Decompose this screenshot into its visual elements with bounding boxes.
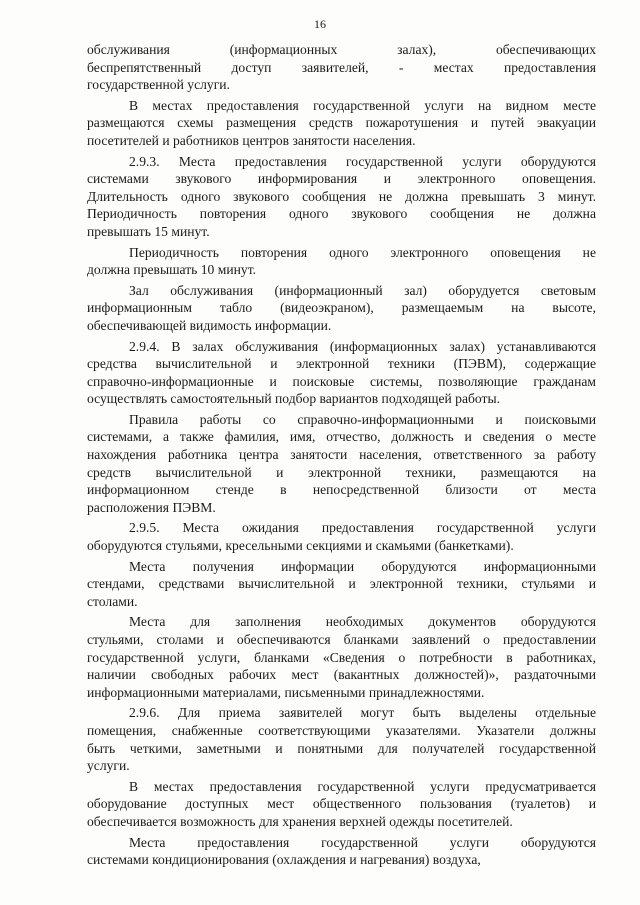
text-line: расположения ПЭВМ.: [87, 499, 216, 515]
text-line: обеспечивается возможность для хранения верхней одежды посетителей.: [87, 813, 513, 829]
text-line: 2.9.3. Места предоставления государственной услуги оборудуются: [129, 153, 596, 169]
paragraph: [87, 613, 596, 701]
text-line: 2.9.4. В залах обслуживания (информационных залах) устанавливаются: [129, 338, 596, 354]
paragraph: [87, 153, 596, 241]
text-line: беспрепятственный доступ заявителей, - местах предоставления: [87, 59, 596, 75]
text-line: средств вычислительной и электронной техники, размещаются на: [87, 464, 596, 480]
text-line: средства вычислительной и электронной техники (ПЭВМ), содержащие: [87, 356, 596, 372]
text-line: быть четкими, заметными и понятными для получателей государственной: [87, 740, 596, 756]
text-line: превышать 15 минут.: [87, 223, 210, 239]
text-line: оборудование доступных мест общественного пользования (туалетов) и: [87, 796, 596, 812]
document-body: [87, 41, 596, 872]
text-line: государственной услуги.: [87, 77, 230, 93]
paragraph: [87, 41, 596, 94]
text-line: Периодичность повторения одного звукового сообщения не должна: [87, 206, 596, 222]
text-line: оборудуются стульями, кресельными секциями и скамьями (банкетками).: [87, 538, 514, 554]
text-line: Места предоставления государственной услуги оборудуются: [129, 834, 596, 850]
text-line: 2.9.5. Места ожидания предоставления государственной услуги: [129, 520, 596, 536]
text-line: услуги.: [87, 758, 130, 774]
text-line: обслуживания (информационных залах), обеспечивающих: [87, 42, 596, 57]
paragraph: [87, 282, 596, 335]
text-line: Зал обслуживания (информационный зал) оборудуется световым: [129, 282, 596, 298]
paragraph: [87, 778, 596, 831]
text-line: Места для заполнения необходимых документов оборудуются: [129, 614, 596, 630]
text-line: Места получения информации оборудуются информационными: [129, 558, 596, 574]
text-line: Периодичность повторения одного электронного оповещения не: [129, 244, 596, 260]
paragraph: [87, 411, 596, 517]
text-line: помещения, снабженные соответствующими указателями. Указатели должны: [87, 722, 596, 738]
text-line: стендами, средствами вычислительной и электронной техники, стульями и: [87, 576, 596, 592]
text-line: посетителей и работников центров занятости населения.: [87, 132, 416, 148]
text-line: информационными материалами, письменными принадлежностями.: [87, 684, 485, 700]
text-line: информационным табло (видеоэкраном), размещаемым на высоте,: [87, 300, 596, 316]
text-line: информационном стенде в непосредственной близости от места: [87, 482, 596, 498]
paragraph: [87, 704, 596, 774]
text-line: столами.: [87, 593, 138, 609]
text-line: системами кондиционирования (охлаждения и нагревания) воздуха,: [87, 852, 481, 868]
text-line: обеспечивающей видимость информации.: [87, 317, 332, 333]
page-number: 16: [314, 17, 326, 31]
text-line: размещаются схемы размещения средств пожаротушения и путей эвакуации: [87, 115, 596, 131]
text-line: системами звукового информирования и электронного оповещения.: [87, 171, 596, 187]
paragraph: [87, 834, 596, 869]
text-line: В местах предоставления государственной услуги предусматривается: [129, 778, 596, 794]
text-line: осуществлять самостоятельный подбор вариантов подходящей работы.: [87, 391, 501, 407]
paragraph: [87, 338, 596, 408]
text-line: Длительность одного звукового сообщения не должна превышать 3 минут.: [87, 188, 596, 204]
paragraph: [87, 558, 596, 611]
text-line: наличии свободных рабочих мест (вакантных должностей)», раздаточными: [87, 667, 596, 683]
paragraph: [87, 519, 596, 554]
text-line: Правила работы со справочно-информационными и поисковыми: [129, 411, 596, 427]
text-line: нахождения работника центра занятости населения, ответственного за работу: [87, 447, 596, 463]
paragraph: [87, 97, 596, 150]
text-line: государственной услуги, бланками «Сведения о потребности в работниках,: [87, 649, 596, 665]
text-line: справочно-информационные и поисковые системы, позволяющие гражданам: [87, 373, 596, 389]
paragraph: [87, 244, 596, 279]
text-line: стульями, столами и обеспечиваются бланками заявлений о предоставлении: [87, 632, 596, 647]
text-line: В местах предоставления государственной услуги на видном месте: [129, 97, 596, 113]
text-line: 2.9.6. Для приема заявителей могут быть выделены отдельные: [129, 705, 596, 721]
text-line: должна превышать 10 минут.: [87, 262, 257, 278]
text-line: системами, а также фамилия, имя, отчество, должность и сведения о месте: [87, 429, 596, 445]
